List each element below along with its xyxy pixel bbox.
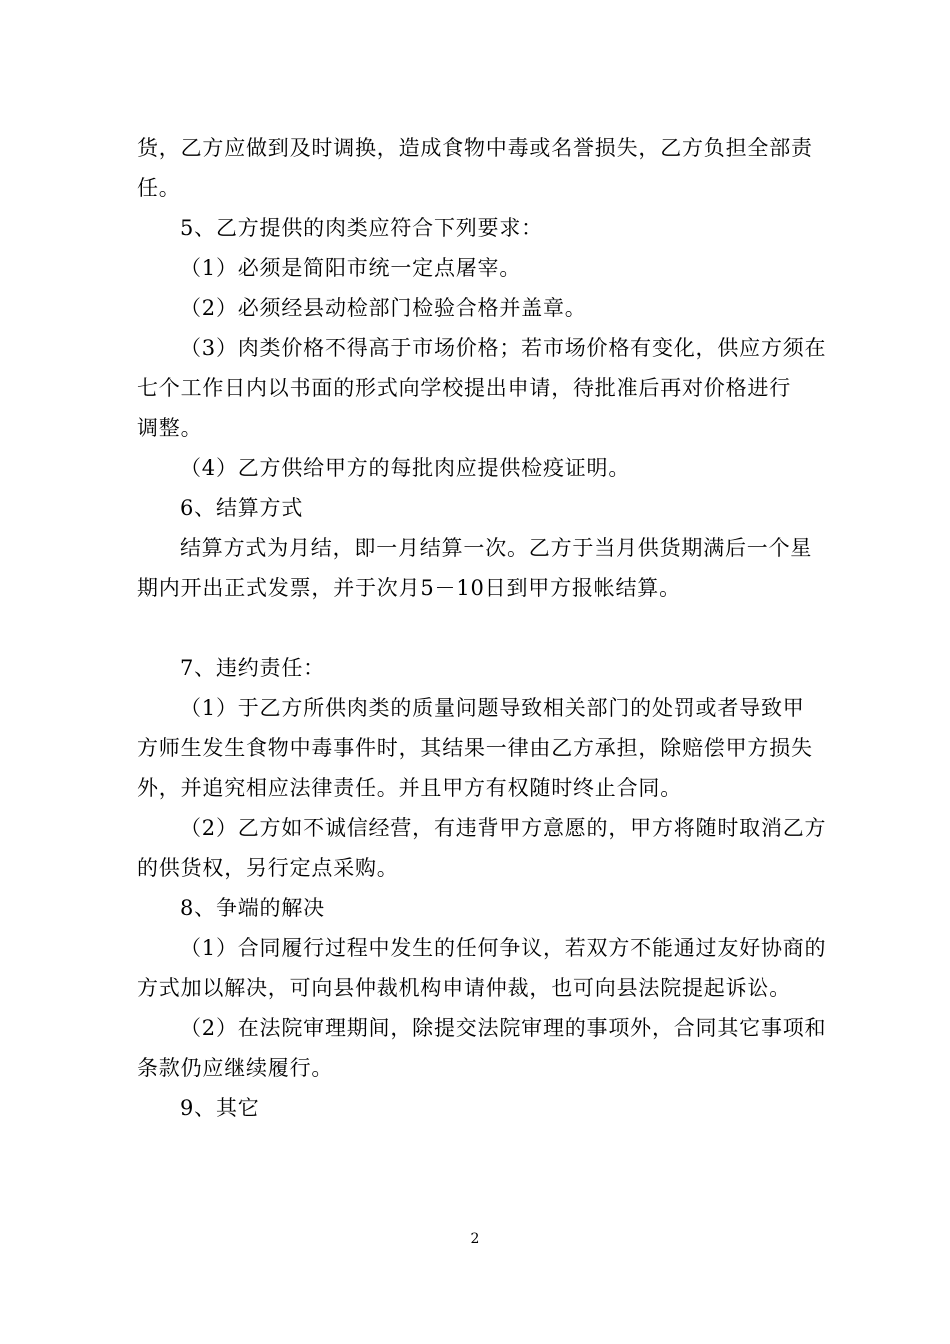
- text-line: 任。: [137, 176, 181, 200]
- text-line: （2）乙方如不诚信经营，有违背甲方意愿的，甲方将随时取消乙方: [180, 816, 827, 840]
- text-line: 8、争端的解决: [180, 896, 325, 920]
- text-line: （1）必须是简阳市统一定点屠宰。: [180, 256, 522, 280]
- text-line: 货，乙方应做到及时调换，造成食物中毒或名誉损失，乙方负担全部责: [137, 136, 813, 160]
- text-line: 9、其它: [180, 1096, 260, 1120]
- text-line: 期内开出正式发票，并于次月5－10日到甲方报帐结算。: [137, 576, 681, 600]
- text-line: （1）于乙方所供肉类的质量问题导致相关部门的处罚或者导致甲: [180, 696, 805, 720]
- text-line: （3）肉类价格不得高于市场价格；若市场价格有变化，供应方须在: [180, 336, 827, 360]
- text-line: 6、结算方式: [180, 496, 304, 520]
- page-number: 2: [470, 1231, 480, 1247]
- text-line: （2）必须经县动检部门检验合格并盖章。: [180, 296, 587, 320]
- text-line: 方师生发生食物中毒事件时，其结果一律由乙方承担，除赔偿甲方损失: [137, 736, 813, 760]
- text-line: （4）乙方供给甲方的每批肉应提供检疫证明。: [180, 456, 631, 480]
- text-line: 方式加以解决，可向县仲裁机构申请仲裁，也可向县法院提起诉讼。: [137, 976, 791, 1000]
- text-line: 5、乙方提供的肉类应符合下列要求：: [180, 216, 543, 240]
- text-line: 7、违约责任：: [180, 656, 325, 680]
- text-line: （1）合同履行过程中发生的任何争议，若双方不能通过友好协商的: [180, 936, 827, 960]
- text-line: 条款仍应继续履行。: [137, 1056, 334, 1080]
- text-line: 七个工作日内以书面的形式向学校提出申请，待批准后再对价格进行: [137, 376, 791, 400]
- text-line: （2）在法院审理期间，除提交法院审理的事项外，合同其它事项和: [180, 1016, 827, 1040]
- text-line: 的供货权，另行定点采购。: [137, 856, 399, 880]
- text-line: 结算方式为月结，即一月结算一次。乙方于当月供货期满后一个星: [180, 536, 813, 560]
- text-line: 调整。: [137, 416, 203, 440]
- text-line: 外，并追究相应法律责任。并且甲方有权随时终止合同。: [137, 776, 682, 800]
